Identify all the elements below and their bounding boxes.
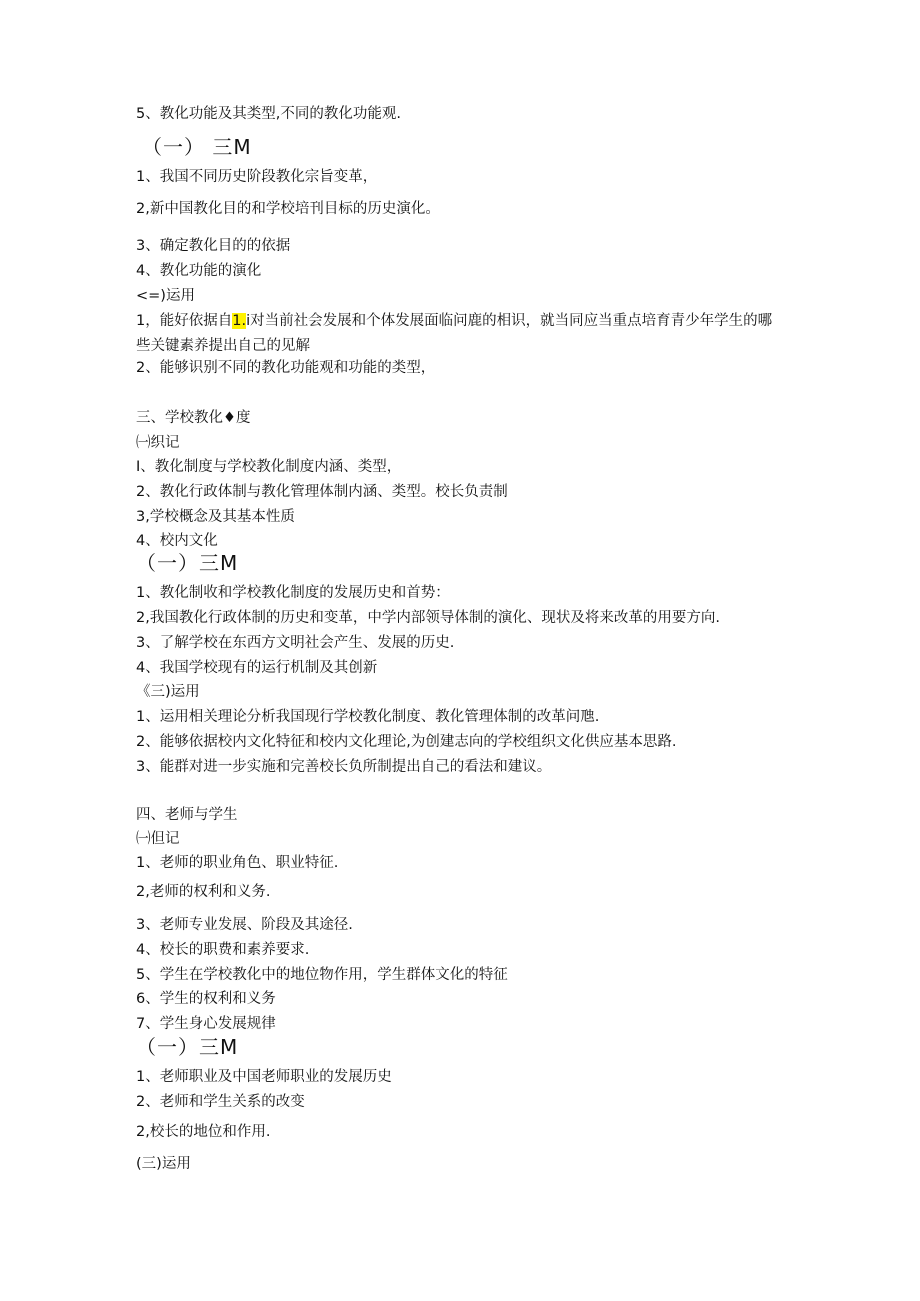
text-line: ㈠织记 <box>136 435 180 451</box>
text-line: 4、我国学校现有的运行机制及其创新 <box>136 660 378 676</box>
section-subheading: （一）三M <box>136 551 239 575</box>
section-subheading: （一） 三M <box>142 135 252 159</box>
section-heading: 四、老师与学生 <box>136 807 238 823</box>
text-line: 《三)运用 <box>136 684 200 700</box>
text-line: 3,学校概念及其基本性质 <box>136 509 295 525</box>
text-line: 2、老师和学生关系的改变 <box>136 1094 305 1110</box>
text-fragment: 1，能好依据自 <box>136 313 233 329</box>
text-line: ㈠但记 <box>136 831 180 847</box>
text-line: 2、能够识别不同的教化功能观和功能的类型， <box>136 360 436 376</box>
highlighted-text: 1. <box>232 313 247 329</box>
section-heading: 三、学校教化♦度 <box>136 410 251 426</box>
text-line: 7、学生身心发展规律 <box>136 1016 276 1032</box>
text-line: 4、校内文化 <box>136 533 218 549</box>
text-line: 4、校长的职费和素养要求. <box>136 942 310 958</box>
text-line: 5、教化功能及其类型,不同的教化功能观. <box>136 106 401 122</box>
text-line: 2,老师的权利和义务. <box>136 884 271 900</box>
text-line: I、教化制度与学校教化制度内涵、类型， <box>136 459 402 475</box>
text-line: 1、我国不同历史阶段教化宗旨变革， <box>136 169 378 185</box>
text-line: 4、教化功能的演化 <box>136 263 262 279</box>
text-line: 2,校长的地位和作用. <box>136 1124 271 1140</box>
text-line: 2、教化行政体制与教化管理体制内涵、类型。校长负责制 <box>136 484 508 500</box>
text-line: 2,新中国教化目的和学校培刊目标的历史演化。 <box>136 201 440 217</box>
section-subheading: （一）三M <box>136 1035 239 1059</box>
text-line: 3、了解学校在东西方文明社会产生、发展的历史. <box>136 635 455 651</box>
text-paragraph <box>136 309 786 359</box>
text-line: 5、学生在学校教化中的地位物作用，学生群体文化的特征 <box>136 967 508 983</box>
text-line: 1、运用相关理论分析我国现行学校教化制度、教化管理体制的改革问虺. <box>136 709 600 725</box>
text-line: 3、老师专业发展、阶段及其途径. <box>136 917 353 933</box>
text-line: 2、能够依据校内文化特征和校内文化理论,为创建志向的学校组织文化供应基本思路. <box>136 734 677 750</box>
text-line: 2,我国教化行政体制的历史和变革，中学内部领导体制的演化、现状及将来改革的用要方向. <box>136 610 720 626</box>
text-line: 1、老师职业及中国老师职业的发展历史 <box>136 1069 392 1085</box>
text-line: <=)运用 <box>136 288 195 304</box>
text-fragment: i对当前社会发展和个体发展面临问鹿的相识，就当同应当重点培育青少年学生的哪些关键素养提出自己的见解 <box>136 313 773 354</box>
text-line: 3、能群对进一步实施和完善校长负所制提出自己的看法和建议。 <box>136 759 552 775</box>
text-line: 1、教化制收和学校教化制度的发展历史和首势： <box>136 585 450 601</box>
text-line: (三)运用 <box>136 1156 191 1172</box>
text-line: 3、确定教化目的的依据 <box>136 238 291 254</box>
text-line: 1、老师的职业角色、职业特征. <box>136 855 339 871</box>
text-line: 6、学生的权利和义务 <box>136 991 276 1007</box>
